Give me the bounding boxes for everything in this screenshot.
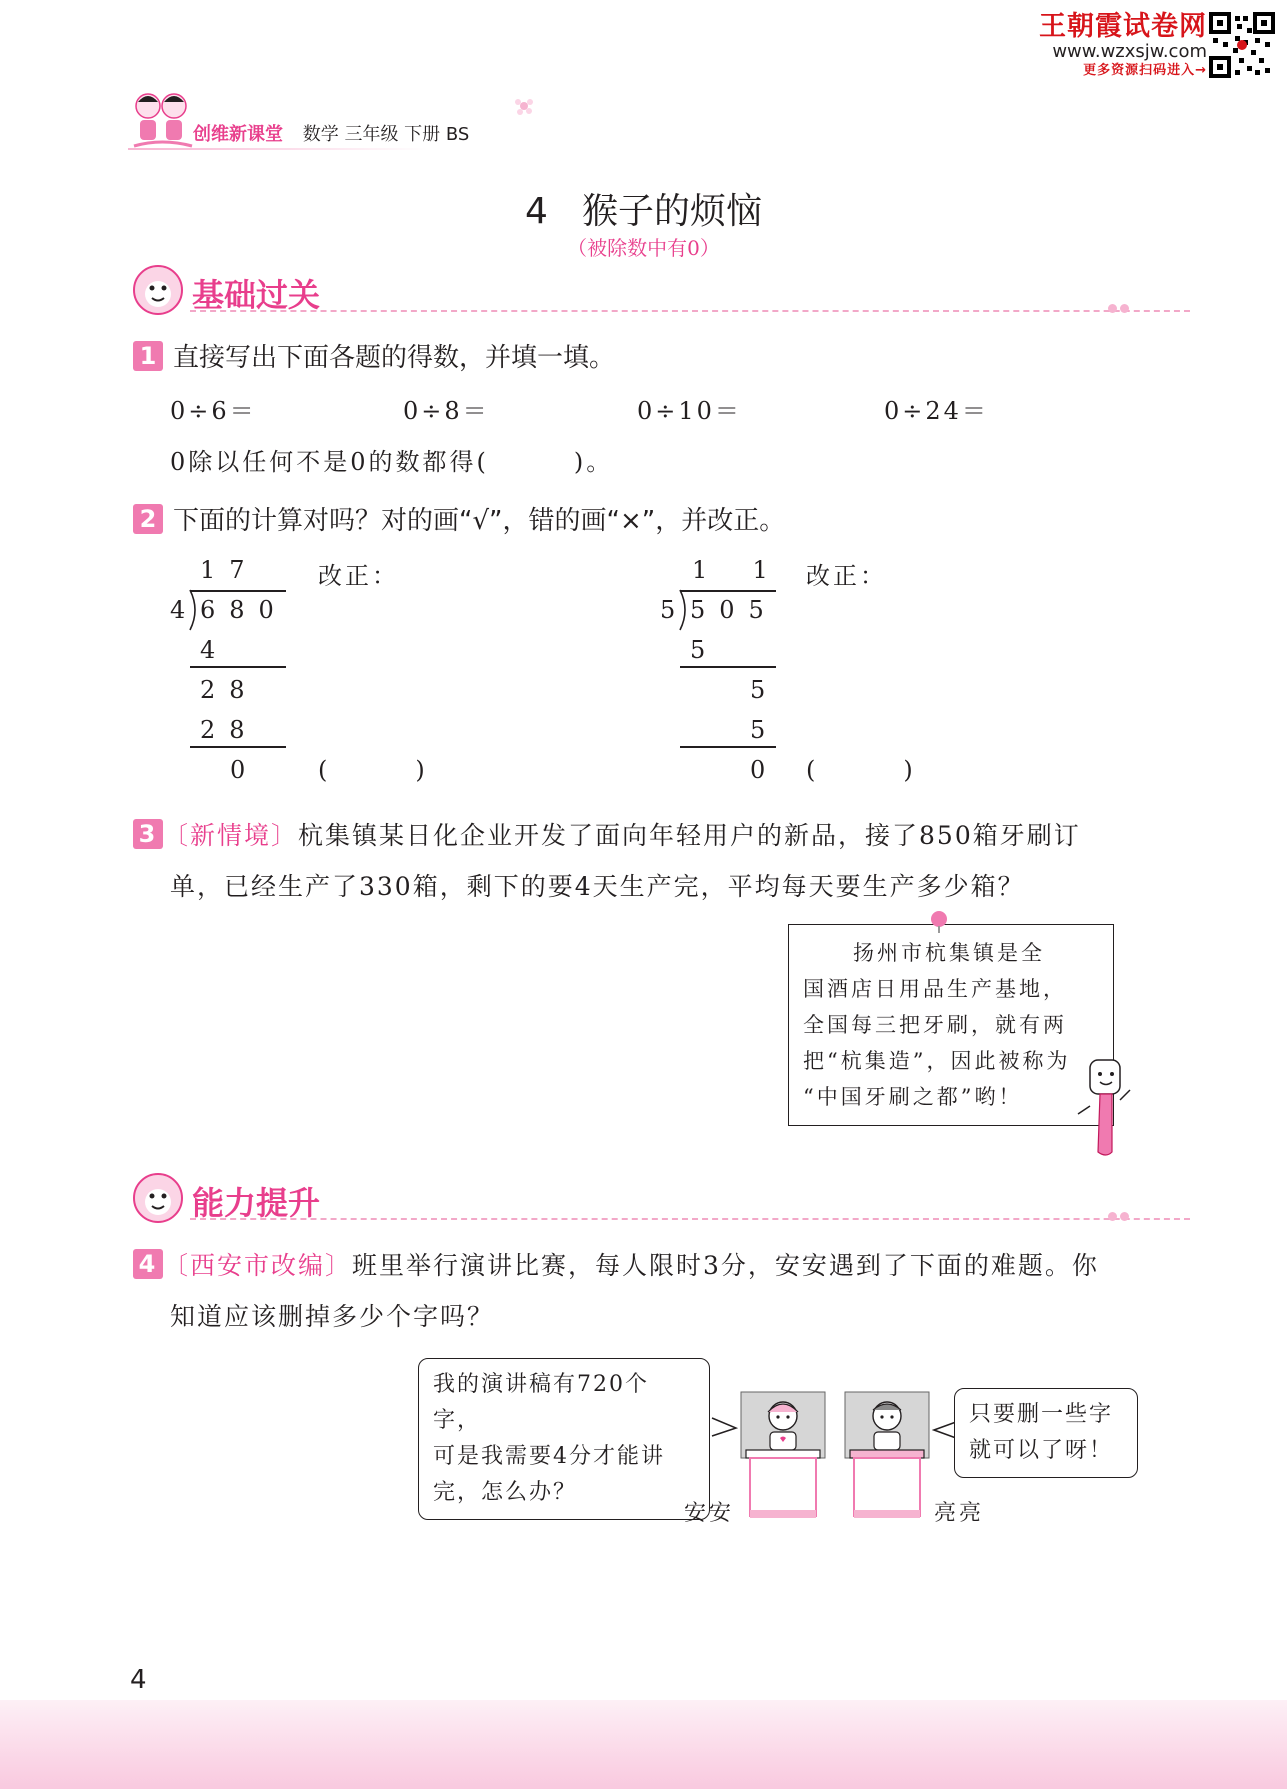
toothbrush-mascot-icon	[1076, 1056, 1134, 1160]
bubble-anan-line-3: 完，怎么办？	[433, 1480, 578, 1505]
monkey-face-icon	[130, 1172, 186, 1224]
question-3-text-1: 杭集镇某日化企业开发了面向年轻用户的新品，接了850箱牙刷订	[298, 821, 1081, 850]
div-b-answer-paren[interactable]: ( )	[806, 756, 916, 784]
q1-item-1: 0÷6＝	[170, 397, 257, 425]
series-detail: 数学 三年级 下册 BS	[302, 124, 470, 145]
note-line-2: 国酒店日用品生产基地，	[803, 977, 1067, 1001]
lesson-subtitle: （被除数中有0）	[567, 236, 720, 260]
div-b-line1: 5	[690, 636, 720, 664]
question-1-prompt	[133, 337, 615, 374]
div-a-line2: 28	[200, 676, 259, 704]
kids-mascot-icon	[126, 88, 198, 154]
div-b-top-rule	[680, 590, 776, 592]
brand-note: 更多资源扫码进入→	[1083, 63, 1207, 78]
name-label-anan: 安安	[684, 1501, 735, 1526]
question-3	[133, 816, 1133, 852]
div-b-rule-2	[680, 746, 776, 748]
footer-band	[0, 1700, 1287, 1789]
speech-bubble-liangliang	[954, 1388, 1138, 1478]
anan-girl-icon	[740, 1390, 826, 1520]
div-a-line3: 28	[200, 716, 259, 744]
question-3-text-2: 单，已经生产了330箱，剩下的要4天生产完，平均每天要生产多少箱？	[170, 872, 1025, 901]
speech-bubble-anan	[418, 1358, 710, 1520]
question-4-text-2: 知道应该删掉多少个字吗？	[170, 1302, 495, 1331]
name-label-liangliang: 亮亮	[934, 1501, 985, 1526]
header-divider	[128, 148, 428, 150]
section-advanced-header	[130, 1170, 1130, 1222]
div-a-answer-paren[interactable]: ( )	[318, 756, 428, 784]
div-b-rule-1	[680, 666, 776, 668]
note-line-4: 把“杭集造”，因此被称为	[803, 1049, 1071, 1073]
question-4	[133, 1246, 1133, 1282]
brand-logo	[1039, 12, 1207, 80]
qr-code-icon[interactable]	[1209, 12, 1275, 78]
question-1-text: 直接写出下面各题的得数，并填一填。	[173, 343, 616, 373]
question-2-number: 2	[133, 504, 163, 534]
div-a-divisor: 4	[170, 596, 200, 624]
page-number: 4	[130, 1665, 147, 1695]
bubble-tail-icon	[710, 1412, 740, 1442]
section-basic-title: 基础过关	[192, 276, 321, 314]
div-a-dividend: 680	[200, 596, 288, 624]
series-name: 创维新课堂	[193, 124, 283, 145]
div-a-rule-1	[190, 666, 286, 668]
div-a-quotient: 17	[200, 556, 259, 584]
section-advanced-divider	[190, 1218, 1190, 1220]
brand-url: www.wzxsjw.com	[1052, 41, 1207, 62]
div-b-dividend: 505	[690, 596, 778, 624]
div-a-line1: 4	[200, 636, 230, 664]
q1-fill-line: 0除以任何不是0的数都得( )。	[170, 448, 614, 476]
note-line-1: 扬州市杭集镇是全	[853, 941, 1045, 965]
lesson-title-text: 猴子的烦恼	[581, 191, 762, 232]
series-info	[193, 120, 469, 146]
flower-icon	[512, 94, 536, 118]
div-b-correct-label: 改正：	[806, 562, 887, 590]
question-4-text-1: 班里举行演讲比赛，每人限时3分，安安遇到了下面的难题。你	[352, 1251, 1099, 1280]
q1-item-2: 0÷8＝	[403, 397, 490, 425]
q1-item-3: 0÷10＝	[637, 397, 742, 425]
div-b-line2: 5	[750, 676, 780, 704]
question-2-prompt	[133, 500, 785, 537]
div-b-divisor: 5	[660, 596, 690, 624]
div-b-remainder: 0	[750, 756, 780, 784]
note-line-3: 全国每三把牙刷，就有两	[803, 1013, 1067, 1037]
section-basic-divider	[190, 310, 1190, 312]
question-1-number: 1	[133, 341, 163, 371]
div-a-correct-label: 改正：	[318, 562, 399, 590]
div-a-rule-2	[190, 746, 286, 748]
brand-name: 王朝霞试卷网	[1039, 11, 1207, 42]
lesson-title	[0, 183, 1287, 234]
bubble-anan-line-2: 可是我需要4分才能讲	[433, 1444, 665, 1469]
question-4-tag: 〔西安市改编〕	[163, 1251, 353, 1280]
div-b-line3: 5	[750, 716, 780, 744]
div-b-quotient: 1 1	[692, 556, 778, 584]
question-2-text: 下面的计算对吗？对的画“√”，错的画“×”，并改正。	[173, 506, 786, 536]
div-a-remainder: 0	[230, 756, 260, 784]
decor-dots	[1105, 1206, 1129, 1225]
decor-dots	[1105, 298, 1129, 317]
section-advanced-title: 能力提升	[192, 1184, 321, 1222]
div-a-top-rule	[190, 590, 286, 592]
bubble-liangliang-line-2: 就可以了呀！	[969, 1438, 1114, 1463]
lesson-number: 4	[525, 191, 548, 232]
monkey-face-icon	[130, 264, 186, 316]
info-note-box	[788, 924, 1114, 1126]
question-4-number: 4	[133, 1249, 163, 1279]
pin-icon	[926, 908, 952, 934]
question-3-number: 3	[133, 819, 163, 849]
bubble-liangliang-line-1: 只要删一些字	[969, 1402, 1114, 1427]
question-3-tag: 〔新情境〕	[163, 821, 299, 850]
q1-item-4: 0÷24＝	[884, 397, 989, 425]
section-basic-header	[130, 262, 1130, 314]
note-line-5: “中国牙刷之都”哟！	[803, 1085, 1023, 1109]
bubble-anan-line-1: 我的演讲稿有720个字，	[433, 1372, 649, 1433]
liangliang-boy-icon	[844, 1390, 930, 1520]
